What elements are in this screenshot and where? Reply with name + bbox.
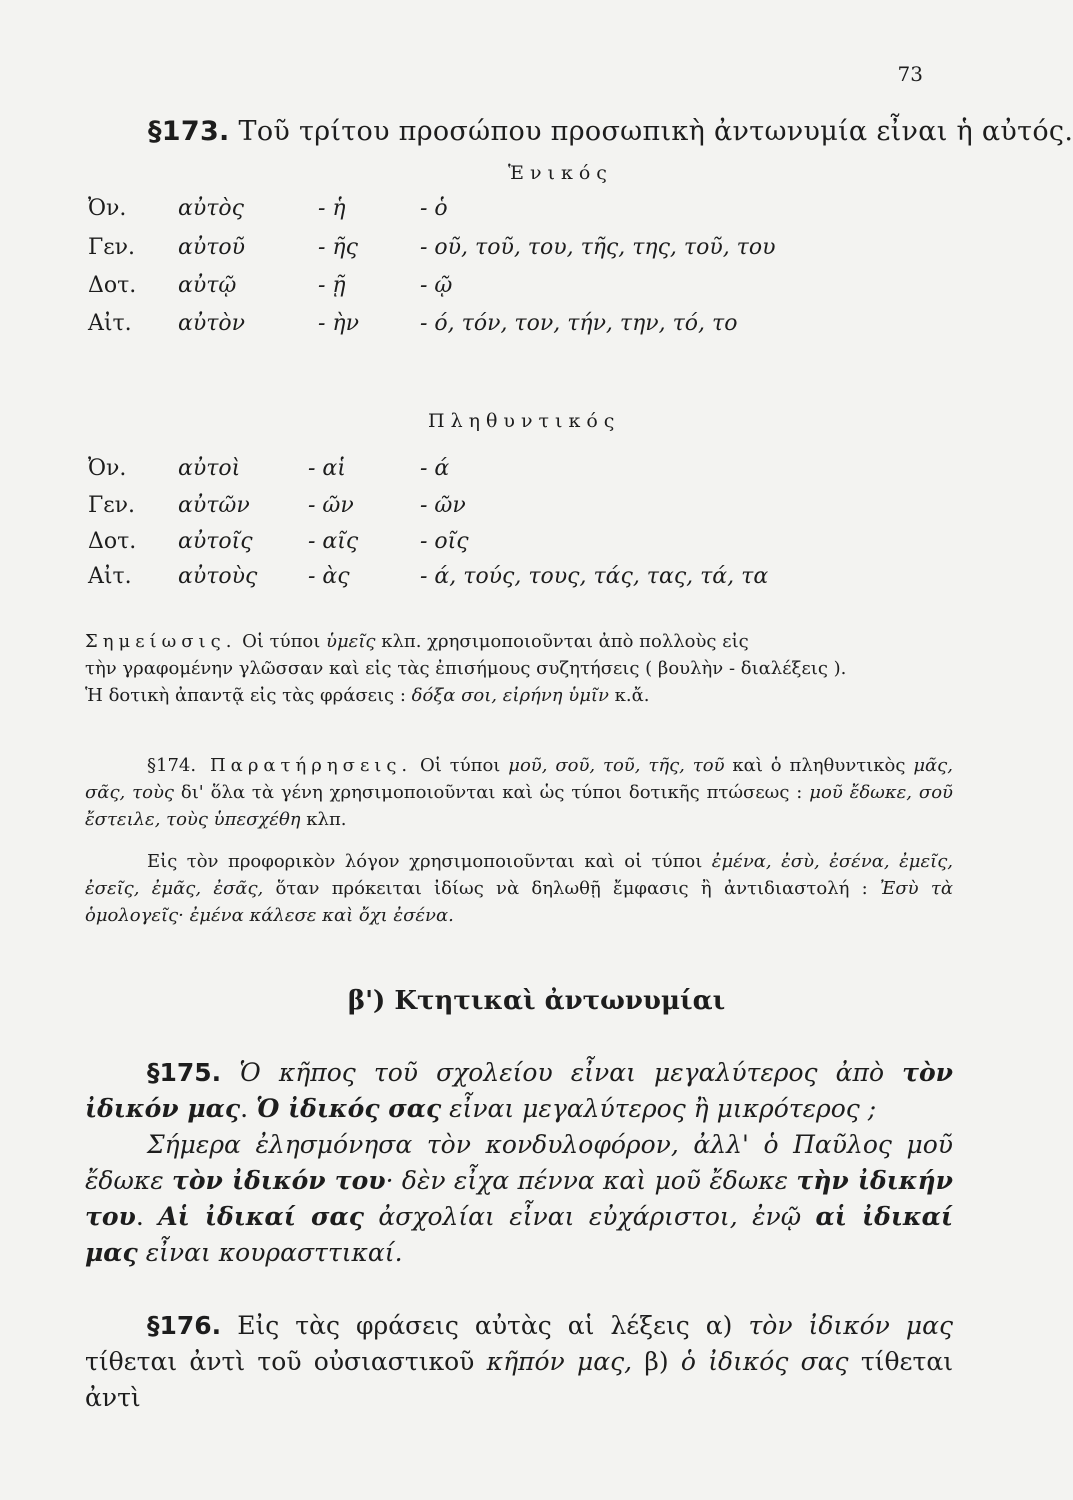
neuter-form: - ὁ xyxy=(420,196,448,221)
paragraph-text: β) xyxy=(632,1347,681,1376)
section-number: §174. xyxy=(147,755,197,776)
paragraph-text: ὅταν πρόκειται ἰδίως νὰ δηλωθῇ ἔμφασις ἢ ἀντιδιαστολή : xyxy=(263,878,881,899)
neuter-form: - ό, τόν, τον, τήν, την, τό, το xyxy=(420,311,738,336)
neuter-form: - ά xyxy=(420,456,450,481)
section-number: §173. xyxy=(148,116,230,147)
paragraph-176 xyxy=(85,1308,953,1416)
paragraph-emphasis: τὸν ἰδικόν μας xyxy=(748,1311,954,1340)
page-number: 73 xyxy=(897,62,923,86)
paragraph-emphasis: μοῦ ἔδωκε, σοῦ ἔστειλε, τοὺς ὑπεσχέθη xyxy=(85,782,953,830)
neuter-form: - ῶν xyxy=(420,493,466,518)
note-text: Ἡ δοτικὴ ἀπαντᾷ εἰς τὰς φράσεις : xyxy=(85,685,412,706)
case-label: Ὀν. xyxy=(88,456,127,481)
note-emphasis: δόξα σοι, εἰρήνη ὑμῖν xyxy=(411,685,609,706)
note-block xyxy=(85,628,955,709)
note-line xyxy=(85,628,955,655)
paragraph-bold: Αἱ ἰδικαί σας xyxy=(158,1202,364,1231)
note-line: τὴν γραφομένην γλῶσσαν καὶ εἰς τὰς ἐπισήμους συζητήσεις ( βουλὴν - διαλέξεις ). xyxy=(85,658,847,679)
paragraph-text: . xyxy=(240,1094,256,1123)
paragraph-emphasis: ἐμένα, ἐσὺ, ἐσένα, ἐμεῖς, ἐσεῖς, ἐμᾶς, ἐσᾶς, xyxy=(85,851,953,899)
masculine-form: αὐτὸς xyxy=(178,196,244,221)
paragraph-bold: αἱ ἰδικαί μας xyxy=(85,1202,953,1267)
masculine-form: αὐτοὺς xyxy=(178,564,258,589)
section-title: β') Κτητικαὶ ἀντωνυμίαι xyxy=(347,986,726,1016)
paragraph-text: · δὲν εἶχα πέννα καὶ μοῦ ἔδωκε xyxy=(385,1166,797,1195)
singular-table xyxy=(88,196,948,366)
feminine-form: - ῶν xyxy=(308,493,354,518)
paragraph-emphasis: μᾶς, σᾶς, τοὺς xyxy=(85,755,953,803)
feminine-form: - ἡ xyxy=(318,196,346,221)
paragraph-text: τίθεται ἀντὶ xyxy=(85,1347,953,1412)
paragraph-bold: τὸν ἰδικόν του xyxy=(172,1166,386,1195)
case-label: Αἰτ. xyxy=(88,564,132,589)
paragraph-emphasis: Ἐσὺ τὰ ὁμολογεῖς· ἐμένα κάλεσε καὶ ὄχι ἐσένα. xyxy=(85,878,953,926)
paragraph-emphasis: μοῦ, σοῦ, τοῦ, τῆς, τοῦ xyxy=(508,755,725,776)
remark-label: Παρατήρησεις. xyxy=(209,755,413,776)
note-line xyxy=(85,682,955,709)
feminine-form: - ῆς xyxy=(318,235,358,260)
note-label: Σημείωσις. xyxy=(85,631,237,652)
paragraph-text: δι' ὅλα τὰ γένη χρησιμοποιοῦνται καὶ ὡς τύποι δοτικῆς πτώσεως : xyxy=(173,782,810,803)
case-label: Δοτ. xyxy=(88,273,137,298)
note-text: Οἱ τύποι xyxy=(236,631,327,652)
case-label: Γεν. xyxy=(88,493,136,518)
note-text: κ.ἄ. xyxy=(608,685,650,706)
paragraph-text: Ὁ κῆπος τοῦ σχολείου εἶναι μεγαλύτερος ἀπὸ xyxy=(221,1058,903,1087)
feminine-form: - ῇ xyxy=(318,273,346,298)
paragraph-173 xyxy=(148,116,1073,147)
neuter-form: - οῦ, τοῦ, του, τῆς, της, τοῦ, του xyxy=(420,235,776,260)
masculine-form: αὐτῶν xyxy=(178,493,250,518)
paragraph-text: . xyxy=(135,1202,159,1231)
case-label: Αἰτ. xyxy=(88,311,132,336)
plural-table xyxy=(88,456,948,606)
paragraph-text: Εἰς τὸν προφορικὸν λόγον χρησιμοποιοῦνται καὶ οἱ τύποι xyxy=(147,851,712,872)
paragraph-text: Τοῦ τρίτου προσώπου προσωπικὴ ἀντωνυμία εἶναι ἡ αὐτός. xyxy=(238,116,1073,147)
paragraph-174 xyxy=(85,752,953,833)
paragraph-emphasis: ὁ ἰδικός σας xyxy=(680,1347,849,1376)
masculine-form: αὐτοῖς xyxy=(178,529,253,554)
paragraph-text: εἶναι μεγαλύτερος ἢ μικρότερος ; xyxy=(441,1094,877,1123)
feminine-form: - ὴν xyxy=(318,311,359,336)
neuter-form: - ῷ xyxy=(420,273,453,298)
paragraph-bold: Ὁ ἰδικός σας xyxy=(256,1094,442,1123)
paragraph-text: Εἰς τὰς φράσεις αὐτὰς αἱ λέξεις α) xyxy=(221,1311,749,1340)
feminine-form: - αἱ xyxy=(308,456,346,481)
paragraph-175 xyxy=(85,1055,953,1127)
paragraph-175-continued xyxy=(85,1127,953,1271)
paragraph-text: ἀσχολίαι εἶναι εὐχάριστοι, ἐνῷ xyxy=(363,1202,816,1231)
paragraph-text: κλπ. xyxy=(300,809,347,830)
note-emphasis: ὑμεῖς xyxy=(326,631,376,652)
feminine-form: - ὰς xyxy=(308,564,350,589)
masculine-form: αὐτὸν xyxy=(178,311,246,336)
section-number: §176. xyxy=(147,1311,222,1340)
plural-heading: Πληθυντικός xyxy=(428,410,621,432)
note-text: κλπ. χρησιμοποιοῦνται ἀπὸ πολλοὺς εἰς xyxy=(375,631,749,652)
paragraph-bold: τὴν ἰδικήν του xyxy=(85,1166,953,1231)
section-number: §175. xyxy=(147,1058,222,1087)
singular-heading: Ἑνικός xyxy=(508,162,613,184)
paragraph-text: καὶ ὁ πληθυντικὸς xyxy=(724,755,914,776)
masculine-form: αὐτῷ xyxy=(178,273,237,298)
paragraph-text: εἶναι κουρασττικαί. xyxy=(137,1238,403,1267)
masculine-form: αὐτοὶ xyxy=(178,456,241,481)
feminine-form: - αῖς xyxy=(308,529,359,554)
paragraph-bold: τὸν ἰδικόν μας xyxy=(85,1058,953,1123)
paragraph-174-continued xyxy=(85,848,953,929)
case-label: Δοτ. xyxy=(88,529,137,554)
case-label: Ὀν. xyxy=(88,196,127,221)
paragraph-text: Σήμερα ἐλησμόνησα τὸν κονδυλοφόρον, ἀλλ' ὁ Παῦλος μοῦ ἔδωκε xyxy=(85,1130,953,1195)
case-label: Γεν. xyxy=(88,235,136,260)
neuter-form: - οῖς xyxy=(420,529,469,554)
paragraph-text: Οἱ τύποι xyxy=(412,755,509,776)
paragraph-emphasis: κῆπόν μας, xyxy=(486,1347,633,1376)
paragraph-text: τίθεται ἀντὶ τοῦ οὐσιαστικοῦ xyxy=(85,1347,487,1376)
neuter-form: - ά, τούς, τους, τάς, τας, τά, τα xyxy=(420,564,769,589)
masculine-form: αὐτοῦ xyxy=(178,235,246,260)
